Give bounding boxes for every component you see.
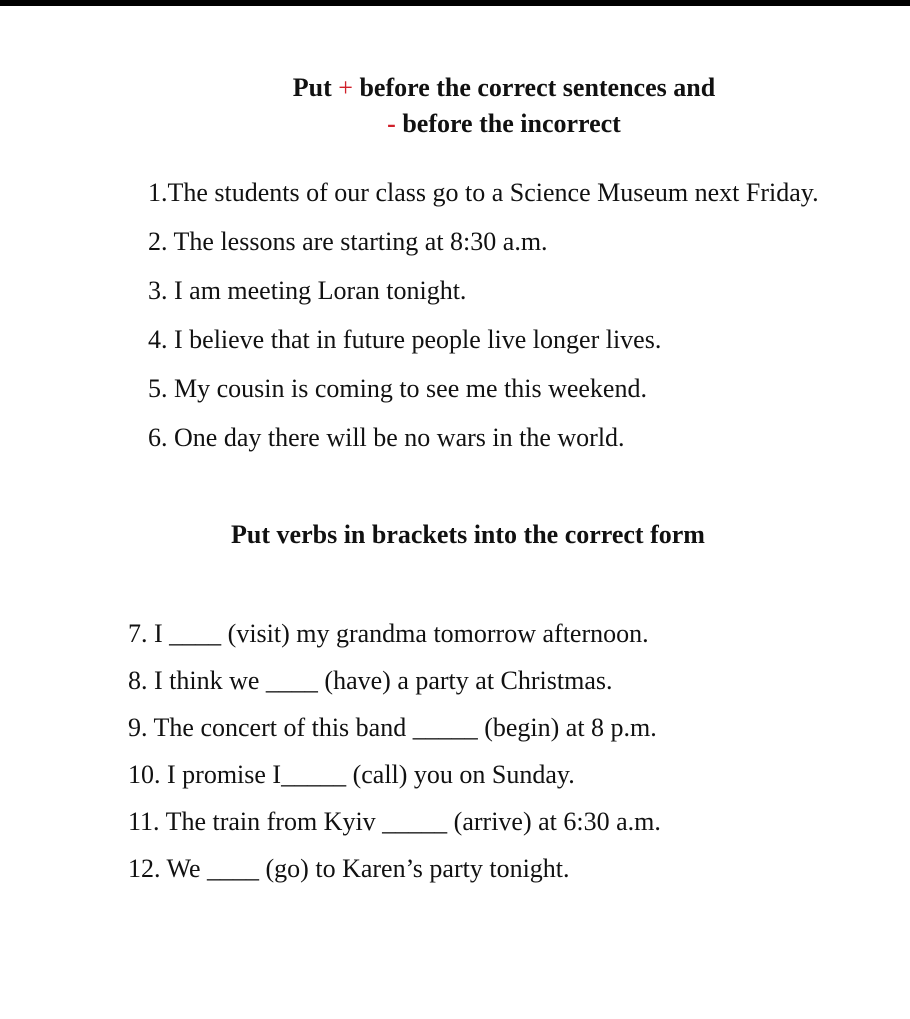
instructions-line1-rest: before the correct sentences and (359, 73, 716, 102)
sentence-item-4: 4. I believe that in future people live longer lives. (148, 325, 662, 354)
sentence-item-6: 6. One day there will be no wars in the world. (148, 423, 625, 452)
instructions-heading-2: Put verbs in brackets into the correct form (231, 520, 705, 549)
sentence-item-2: 2. The lessons are starting at 8:30 a.m. (148, 227, 548, 256)
exercise-item-9: 9. The concert of this band _____ (begin) at 8 p.m. (128, 713, 657, 742)
instructions-line-2 (0, 106, 910, 142)
exercise-item-8: 8. I think we ____ (have) a party at Christmas. (128, 666, 613, 695)
minus-sign: - (387, 109, 396, 138)
sentence-list-part2 (128, 617, 661, 899)
sentence-list-part1 (148, 176, 819, 470)
instructions-line2-rest: before the incorrect (402, 109, 621, 138)
exercise-item-12: 12. We ____ (go) to Karen’s party tonight. (128, 854, 570, 883)
instructions-heading-1 (0, 70, 910, 142)
sentence-item-3: 3. I am meeting Loran tonight. (148, 276, 467, 305)
sentence-item-1: 1.The students of our class go to a Science Museum next Friday. (148, 178, 819, 207)
exercise-item-7: 7. I ____ (visit) my grandma tomorrow afternoon. (128, 619, 649, 648)
exercise-item-11: 11. The train from Kyiv _____ (arrive) at 6:30 a.m. (128, 807, 661, 836)
top-border (0, 0, 910, 6)
instructions-line-1 (0, 70, 910, 106)
exercise-item-10: 10. I promise I_____ (call) you on Sunday. (128, 760, 575, 789)
plus-sign: + (338, 73, 353, 102)
instructions-put-text: Put (292, 73, 332, 102)
sentence-item-5: 5. My cousin is coming to see me this weekend. (148, 374, 647, 403)
